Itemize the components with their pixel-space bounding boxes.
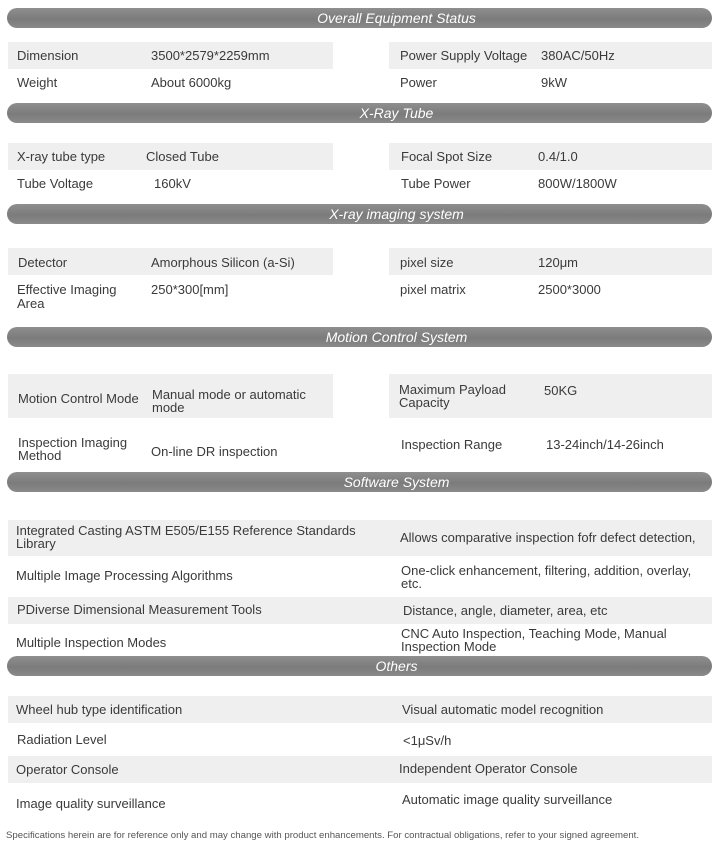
tube-voltage-value: 160kV (154, 176, 191, 191)
section-header-xray-tube: X-Ray Tube (7, 103, 712, 123)
section-header-motion: Motion Control System (7, 327, 712, 347)
power-label: Power (400, 75, 437, 90)
software-row4-value-line1: CNC Auto Inspection, Teaching Mode, Manual (401, 626, 667, 641)
weight-value: About 6000kg (151, 75, 232, 90)
software-row1-value: Allows comparative inspection fofr defect detection, (400, 530, 696, 545)
others-row4-value: Automatic image quality surveillance (402, 792, 613, 807)
imaging-method-label-line1: Inspection Imaging (18, 435, 128, 450)
power-supply-value: 380AC/50Hz (541, 48, 615, 63)
motion-mode-label: Motion Control Mode (18, 391, 139, 406)
others-row1-value: Visual automatic model recognition (402, 702, 604, 717)
pixel-matrix-label: pixel matrix (400, 282, 466, 297)
section-header-imaging: X-ray imaging system (7, 204, 712, 224)
imaging-area-label-line1: Effective Imaging (17, 282, 117, 297)
weight-label: Weight (17, 75, 58, 90)
software-row1-label-line2: Library (16, 536, 56, 551)
pixel-size-value: 120μm (538, 255, 579, 270)
section-header-overall: Overall Equipment Status (7, 8, 712, 28)
inspection-range-value: 13-24inch/14-26inch (546, 437, 664, 452)
dimension-value: 3500*2579*2259mm (151, 48, 270, 63)
software-row4-label: Multiple Inspection Modes (16, 635, 167, 650)
focal-spot-label: Focal Spot Size (401, 149, 493, 164)
others-row2-value: <1μSv/h (403, 733, 452, 748)
software-row4-value-line2: Inspection Mode (401, 639, 497, 654)
payload-label-line2: Capacity (399, 395, 450, 410)
others-row4-label: Image quality surveillance (16, 796, 166, 811)
payload-value: 50KG (544, 383, 578, 398)
motion-mode-value-line2: mode (152, 400, 185, 415)
disclaimer-note: Specifications herein are for reference only and may change with product enhancements. For contractual obligations, refer to your signed agreement. (6, 830, 640, 841)
inspection-range-label: Inspection Range (401, 437, 503, 452)
imaging-area-value: 250*300[mm] (151, 282, 229, 297)
imaging-method-value: On-line DR inspection (151, 444, 278, 459)
tube-power-label: Tube Power (401, 176, 471, 191)
imaging-method-label-line2: Method (18, 448, 62, 463)
software-row1-label-line1: Integrated Casting ASTM E505/E155 Reference Standards (16, 523, 356, 538)
software-row2-value-line1: One-click enhancement, filtering, addition, overlay, (401, 563, 692, 578)
others-row1-label: Wheel hub type identification (16, 702, 183, 717)
pixel-size-label: pixel size (400, 255, 454, 270)
tube-voltage-label: Tube Voltage (17, 176, 94, 191)
software-row3-label: PDiverse Dimensional Measurement Tools (17, 602, 262, 617)
others-row2-label: Radiation Level (17, 732, 107, 747)
power-value: 9kW (541, 75, 567, 90)
software-row3-value: Distance, angle, diameter, area, etc (403, 603, 608, 618)
dimension-label: Dimension (17, 48, 79, 63)
xray-tube-type-label: X-ray tube type (17, 149, 106, 164)
power-supply-label: Power Supply Voltage (400, 48, 528, 63)
section-header-others: Others (7, 656, 712, 676)
detector-label: Detector (18, 255, 68, 270)
software-row2-value-line2: etc. (401, 576, 422, 591)
section-header-software: Software System (7, 472, 712, 492)
xray-tube-type-value: Closed Tube (146, 149, 219, 164)
pixel-matrix-value: 2500*3000 (538, 282, 601, 297)
imaging-area-label-line2: Area (17, 296, 45, 311)
others-row3-value: Independent Operator Console (399, 761, 578, 776)
others-row3-label: Operator Console (16, 762, 119, 777)
tube-power-value: 800W/1800W (538, 176, 617, 191)
payload-label-line1: Maximum Payload (399, 382, 506, 397)
motion-mode-value-line1: Manual mode or automatic (152, 387, 306, 402)
focal-spot-value: 0.4/1.0 (538, 149, 578, 164)
detector-value: Amorphous Silicon (a-Si) (151, 255, 295, 270)
software-row2-label: Multiple Image Processing Algorithms (16, 568, 233, 583)
